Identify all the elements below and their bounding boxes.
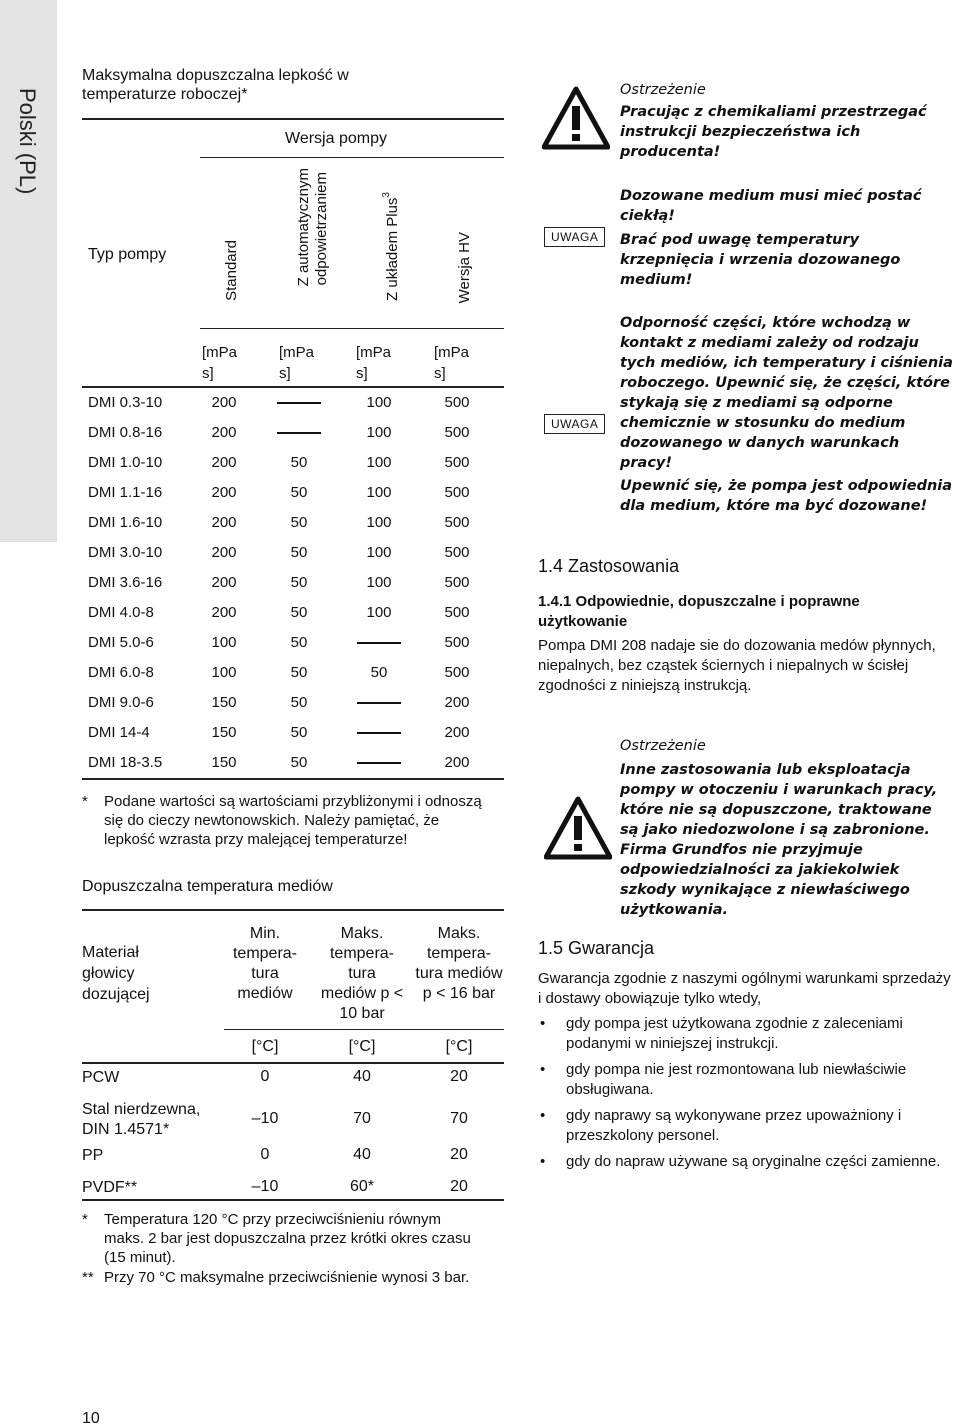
section-1-4-body: Pompa DMI 208 nadaje sie do dozowania medów płynnych, niepalnych, bez cząstek ściernych i niepalnych w ścisłej zgodności z niniejszą instrukcją. [538, 637, 936, 694]
temp-cell-max10: 40 [353, 1068, 371, 1085]
viscosity-title: Maksymalna dopuszczalna lepkość w temperaturze roboczej* [82, 67, 349, 103]
warranty-bullet: • gdy naprawy są wykonywane przez upoważniony i przeszkolony personel. [538, 1106, 958, 1146]
viscosity-row-type: DMI 4.0-8 [88, 604, 154, 621]
temp-fn2: Przy 70 °C maksymalne przeciwciśnienie wynosi 3 bar. [104, 1269, 470, 1286]
unit-plus: [mPa s] [356, 344, 392, 382]
warranty-bullet: • gdy pompa nie jest rozmontowana lub niewłaściwie obsługiwana. [538, 1060, 958, 1100]
section-1-4-1-title: 1.4.1 Odpowiednie, dopuszczalne i poprawne użytkowanie [538, 593, 860, 630]
language-side-tab [0, 0, 57, 542]
temp-cell-max10: 70 [353, 1110, 371, 1127]
col-plus-sup: 3 [381, 192, 392, 198]
warning1-text: Pracując z chemikaliami przestrzegać instrukcji bezpieczeństwa ich producenta! [620, 104, 927, 160]
uwaga2-text1: Odporność części, które wchodzą w kontakt z mediami zależy od rodzaju tych mediów, ich temperatury i ciśnienia roboczego. Upewnić się, że części, które stykają się z mediami są odporne chemicznie w stosunku do medium dozowanego w danych warunkach pracy! [620, 315, 953, 471]
temp-cell-min: 0 [260, 1068, 270, 1085]
viscosity-cell-auto: 50 [290, 544, 308, 561]
temp-row-material: PP [82, 1147, 104, 1164]
temp-bottom-rule [82, 1199, 504, 1201]
group-rule [200, 157, 504, 158]
warning2-title: Ostrzeżenie [620, 738, 706, 754]
temp-fn2-mark: ** [82, 1269, 94, 1286]
temp-cell-max16: 20 [450, 1146, 468, 1163]
viscosity-cell-std: 200 [211, 394, 237, 411]
viscosity-cell-auto [272, 424, 326, 441]
viscosity-cell-plus: 100 [366, 544, 392, 561]
warranty-list [538, 1014, 958, 1178]
viscosity-cell-plus: 100 [366, 574, 392, 591]
viscosity-cell-std: 100 [211, 634, 237, 651]
viscosity-cell-hv: 200 [444, 694, 470, 711]
viscosity-row-type: DMI 3.0-10 [88, 544, 163, 561]
dash-mark [357, 732, 401, 734]
unit-max10: [°C] [348, 1038, 376, 1055]
temp-row-material: Stal nierdzewna, DIN 1.4571* [82, 1101, 201, 1138]
warning-triangle-icon [542, 86, 610, 150]
viscosity-cell-plus: 100 [366, 484, 392, 501]
viscosity-cell-auto: 50 [290, 454, 308, 471]
viscosity-row-type: DMI 1.1-16 [88, 484, 163, 501]
col-max10: Maks. tempera- tura mediów p < 10 bar [320, 925, 404, 1022]
viscosity-row-type: DMI 3.6-16 [88, 574, 163, 591]
viscosity-cell-hv: 500 [444, 604, 470, 621]
header-rule [200, 328, 504, 329]
language-label: Polski (PL) [15, 88, 40, 195]
viscosity-cell-hv: 500 [444, 664, 470, 681]
temperature-title: Dopuszczalna temperatura mediów [82, 878, 333, 895]
viscosity-cell-std: 200 [211, 544, 237, 561]
temp-row-material: PCW [82, 1069, 120, 1086]
warranty-bullet: • gdy do napraw używane są oryginalne części zamienne. [538, 1152, 958, 1172]
col-standard: Standard [223, 240, 240, 301]
dash-mark [277, 402, 321, 404]
viscosity-cell-auto: 50 [290, 634, 308, 651]
viscosity-row-type: DMI 18-3.5 [88, 754, 163, 771]
uwaga1-text1: Dozowane medium musi mieć postać ciekłą! [620, 188, 922, 224]
col-hv: Wersja HV [456, 232, 473, 304]
temp-header-bottom-rule [82, 1062, 504, 1064]
col-plus [378, 192, 402, 301]
warranty-bullet: • gdy pompa jest użytkowana zgodnie z zaleceniami podanymi w niniejszej instrukcji. [538, 1014, 958, 1054]
temp-row-material: PVDF** [82, 1179, 138, 1196]
viscosity-cell-plus: 100 [366, 514, 392, 531]
viscosity-row-type: DMI 1.6-10 [88, 514, 163, 531]
temp-fn1-mark: * [82, 1211, 88, 1228]
table-top-rule [82, 118, 504, 120]
viscosity-cell-hv: 500 [444, 394, 470, 411]
col-material: Materiał głowicy dozującej [82, 944, 150, 1003]
unit-min: [°C] [251, 1038, 279, 1055]
dash-mark [357, 702, 401, 704]
temp-top-rule [82, 909, 504, 911]
temp-cell-max16: 70 [450, 1110, 468, 1127]
viscosity-cell-auto: 50 [290, 604, 308, 621]
viscosity-row-type: DMI 0.3-10 [88, 394, 163, 411]
table-bottom-rule [82, 778, 504, 780]
viscosity-cell-plus [352, 724, 406, 741]
viscosity-cell-std: 200 [211, 484, 237, 501]
viscosity-cell-plus [352, 634, 406, 651]
temp-cell-min: –10 [251, 1110, 279, 1127]
viscosity-cell-plus: 100 [366, 454, 392, 471]
viscosity-cell-hv: 500 [444, 634, 470, 651]
viscosity-cell-hv: 500 [444, 514, 470, 531]
col-plus-label: Z układem Plus [384, 197, 401, 301]
section-1-4-title: 1.4 Zastosowania [538, 556, 680, 576]
viscosity-row-type: DMI 0.8-16 [88, 424, 163, 441]
viscosity-cell-hv: 200 [444, 724, 470, 741]
viscosity-cell-auto: 50 [290, 664, 308, 681]
viscosity-row-type: DMI 9.0-6 [88, 694, 154, 711]
temp-cell-max10: 60* [349, 1178, 375, 1195]
viscosity-cell-std: 200 [211, 424, 237, 441]
pump-version-header: Wersja pompy [285, 130, 387, 147]
uwaga2-text2: Upewnić się, że pompa jest odpowiednia dla medium, które ma być dozowane! [620, 478, 953, 514]
unit-standard: [mPa s] [202, 344, 238, 382]
page-number: 10 [82, 1410, 100, 1427]
viscosity-cell-hv: 500 [444, 454, 470, 471]
temp-cell-max10: 40 [353, 1146, 371, 1163]
temp-cell-max16: 20 [450, 1068, 468, 1085]
section-1-5-body: Gwarancja zgodnie z naszymi ogólnymi warunkami sprzedaży i dostawy obowiązuje tylko wtedy, [538, 970, 951, 1007]
viscosity-cell-hv: 200 [444, 754, 470, 771]
viscosity-cell-plus: 50 [370, 664, 388, 681]
viscosity-cell-auto: 50 [290, 754, 308, 771]
viscosity-cell-plus [352, 754, 406, 771]
viscosity-cell-std: 200 [211, 604, 237, 621]
unit-hv: [mPa s] [434, 344, 470, 382]
viscosity-cell-auto: 50 [290, 514, 308, 531]
viscosity-row-type: DMI 5.0-6 [88, 634, 154, 651]
viscosity-cell-hv: 500 [444, 484, 470, 501]
viscosity-cell-plus: 100 [366, 394, 392, 411]
footnote-mark: * [82, 793, 88, 810]
viscosity-cell-hv: 500 [444, 574, 470, 591]
viscosity-cell-auto: 50 [290, 724, 308, 741]
viscosity-cell-std: 100 [211, 664, 237, 681]
dash-mark [357, 642, 401, 644]
viscosity-footnote: Podane wartości są wartościami przybliżonymi i odnoszą się do cieczy newtonowskich. Należy pamiętać, że lepkość wzrasta przy malejącej temperaturze! [104, 793, 482, 848]
viscosity-cell-plus: 100 [366, 604, 392, 621]
temp-cell-max16: 20 [450, 1178, 468, 1195]
uwaga-badge-1: UWAGA [544, 227, 605, 247]
uwaga-badge-2: UWAGA [544, 414, 605, 434]
section-1-5-title: 1.5 Gwarancja [538, 938, 655, 958]
temp-cell-min: 0 [260, 1146, 270, 1163]
viscosity-row-type: DMI 1.0-10 [88, 454, 163, 471]
viscosity-cell-auto: 50 [290, 694, 308, 711]
temp-header-rule [224, 1029, 504, 1030]
warning2-text: Inne zastosowania lub eksploatacja pompy w otoczeniu i warunkach pracy, które nie są dopuszczone, traktowane są jako niedozwolone i są zabronione. Firma Grundfos nie przyjmuje odpowiedzialności za jakiekolwiek szkody wynikające z niewłaściwego użytkowania. [620, 762, 938, 918]
dash-mark [357, 762, 401, 764]
viscosity-cell-std: 200 [211, 514, 237, 531]
temp-cell-min: –10 [251, 1178, 279, 1195]
col-max16: Maks. tempera- tura mediów p < 16 bar [415, 925, 503, 1002]
viscosity-cell-plus [352, 694, 406, 711]
uwaga1-text2: Brać pod uwagę temperatury krzepnięcia i wrzenia dozowanego medium! [620, 232, 901, 288]
warning-triangle-icon [544, 796, 612, 860]
viscosity-row-type: DMI 14-4 [88, 724, 150, 741]
viscosity-cell-auto: 50 [290, 574, 308, 591]
viscosity-cell-std: 150 [211, 724, 237, 741]
col-auto-line1: Z automatycznym [295, 168, 312, 287]
viscosity-cell-auto: 50 [290, 484, 308, 501]
warning1-title: Ostrzeżenie [620, 82, 706, 98]
viscosity-cell-hv: 500 [444, 424, 470, 441]
viscosity-cell-std: 200 [211, 574, 237, 591]
header-bottom-rule [82, 386, 504, 388]
viscosity-cell-hv: 500 [444, 544, 470, 561]
col-min: Min. tempera- tura mediów [232, 925, 298, 1002]
viscosity-row-type: DMI 6.0-8 [88, 664, 154, 681]
unit-auto: [mPa s] [279, 344, 315, 382]
pump-type-header: Typ pompy [88, 246, 167, 263]
viscosity-cell-auto [272, 394, 326, 411]
col-auto-line2: odpowietrzaniem [313, 172, 330, 286]
viscosity-cell-std: 150 [211, 694, 237, 711]
viscosity-cell-plus: 100 [366, 424, 392, 441]
viscosity-cell-std: 150 [211, 754, 237, 771]
temp-fn1: Temperatura 120 °C przy przeciwciśnieniu równym maks. 2 bar jest dopuszczalna przez krótki okres czasu (15 minut). [104, 1211, 471, 1266]
dash-mark [277, 432, 321, 434]
unit-max16: [°C] [445, 1038, 473, 1055]
viscosity-cell-std: 200 [211, 454, 237, 471]
